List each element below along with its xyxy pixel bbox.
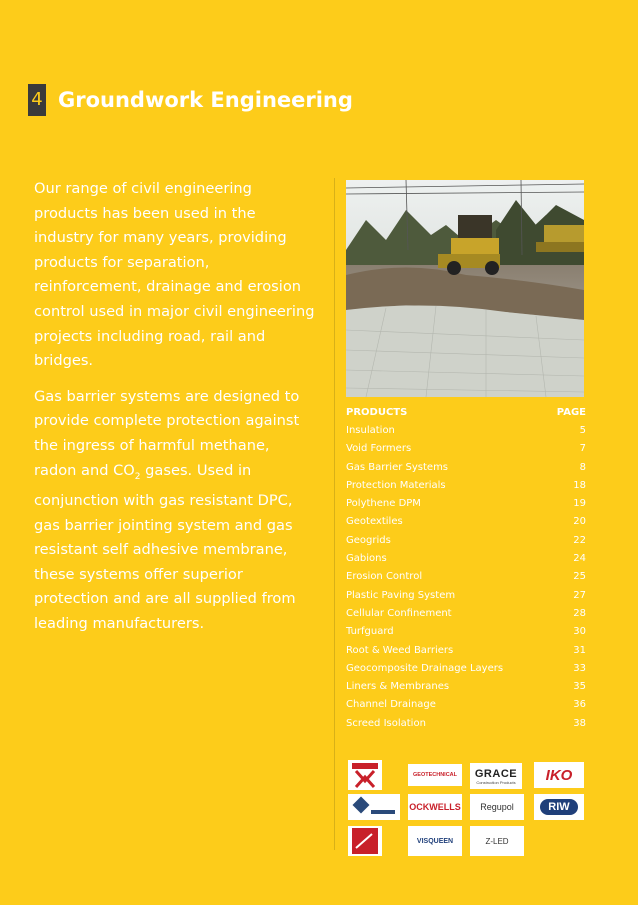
product-name: Gabions [346,553,387,565]
logo-polyfelt [348,794,400,820]
intro-text [34,177,316,648]
product-name: Cellular Confinement [346,607,452,619]
column-divider [334,178,335,850]
product-page: 18 [573,479,586,491]
logo-ockwells: OCKWELLS [408,794,462,820]
page-title: Groundwork Engineering [58,88,353,112]
product-page: 30 [573,626,586,638]
product-row [346,513,586,531]
product-row [346,422,586,440]
products-header-label: PRODUCTS [346,407,408,418]
product-name: Geocomposite Drainage Layers [346,662,504,674]
product-page: 24 [573,553,586,565]
page-number-badge: 4 [28,84,46,116]
product-name: Geotextiles [346,516,403,528]
product-row [346,477,586,495]
product-name: Polythene DPM [346,498,421,510]
product-page: 7 [579,443,586,455]
product-row [346,605,586,623]
product-row [346,587,586,605]
product-row [346,660,586,678]
logo-zled: Z-LED [470,826,524,856]
product-name: Void Formers [346,443,412,455]
product-row [346,642,586,660]
product-page: 25 [573,571,586,583]
product-page: 8 [579,461,586,473]
product-name: Protection Materials [346,479,446,491]
logo-riw: RIW [534,794,584,820]
product-row [346,568,586,586]
product-name: Turfguard [346,626,394,638]
construction-photo [346,180,584,397]
product-page: 27 [573,589,586,601]
products-table [346,404,586,733]
product-row [346,715,586,733]
product-page: 33 [573,662,586,674]
product-row [346,440,586,458]
product-row [346,696,586,714]
product-name: Channel Drainage [346,699,436,711]
logo-red-box [348,826,382,856]
logo-visqueen: VISQUEEN [408,826,462,856]
products-header [346,404,586,422]
product-row [346,678,586,696]
intro-paragraph-1: Our range of civil engineering products has been used in the industry for many years, providing products for separation, reinforcement, drainage and erosion control used in major civil engineering projects including road, rail and bridges. [34,180,315,370]
product-name: Plastic Paving System [346,589,456,601]
product-page: 36 [573,699,586,711]
product-row [346,550,586,568]
product-name: Insulation [346,425,395,436]
logo-regupol: Regupol [470,794,524,820]
product-page: 20 [573,516,586,528]
product-name: Geogrids [346,534,391,546]
product-name: Gas Barrier Systems [346,461,449,473]
product-page: 31 [573,644,586,656]
product-name: Root & Weed Barriers [346,644,454,656]
product-page: 35 [573,681,586,693]
product-row [346,532,586,550]
product-page: 38 [573,717,586,729]
product-page: 28 [573,607,586,619]
product-name: Liners & Membranes [346,681,450,693]
logo-iko: IKO [534,762,584,788]
logo-grace: GRACE Construction Products [470,763,522,789]
product-row [346,459,586,477]
product-page: 22 [573,534,586,546]
product-name: Erosion Control [346,571,423,583]
page-header-label: PAGE [556,407,586,418]
logo-geotechnical: GEOTECHNICAL [408,764,462,786]
intro-paragraph-2: Gas barrier systems are designed to provide complete protection against the ingress of harmful methane, radon and $CO_2$ gases. Used in conjunction with gas resistant DPC, gas barrier jointing system and gas resistant self adhesive membrane, these systems offer superior protection and are all supplied from leading manufacturers. [34,387,300,632]
product-row [346,623,586,641]
product-page: 19 [573,498,586,510]
logo-geosynthetics [348,760,382,790]
product-page: 5 [579,425,586,436]
product-row [346,495,586,513]
product-name: Screed Isolation [346,717,426,729]
